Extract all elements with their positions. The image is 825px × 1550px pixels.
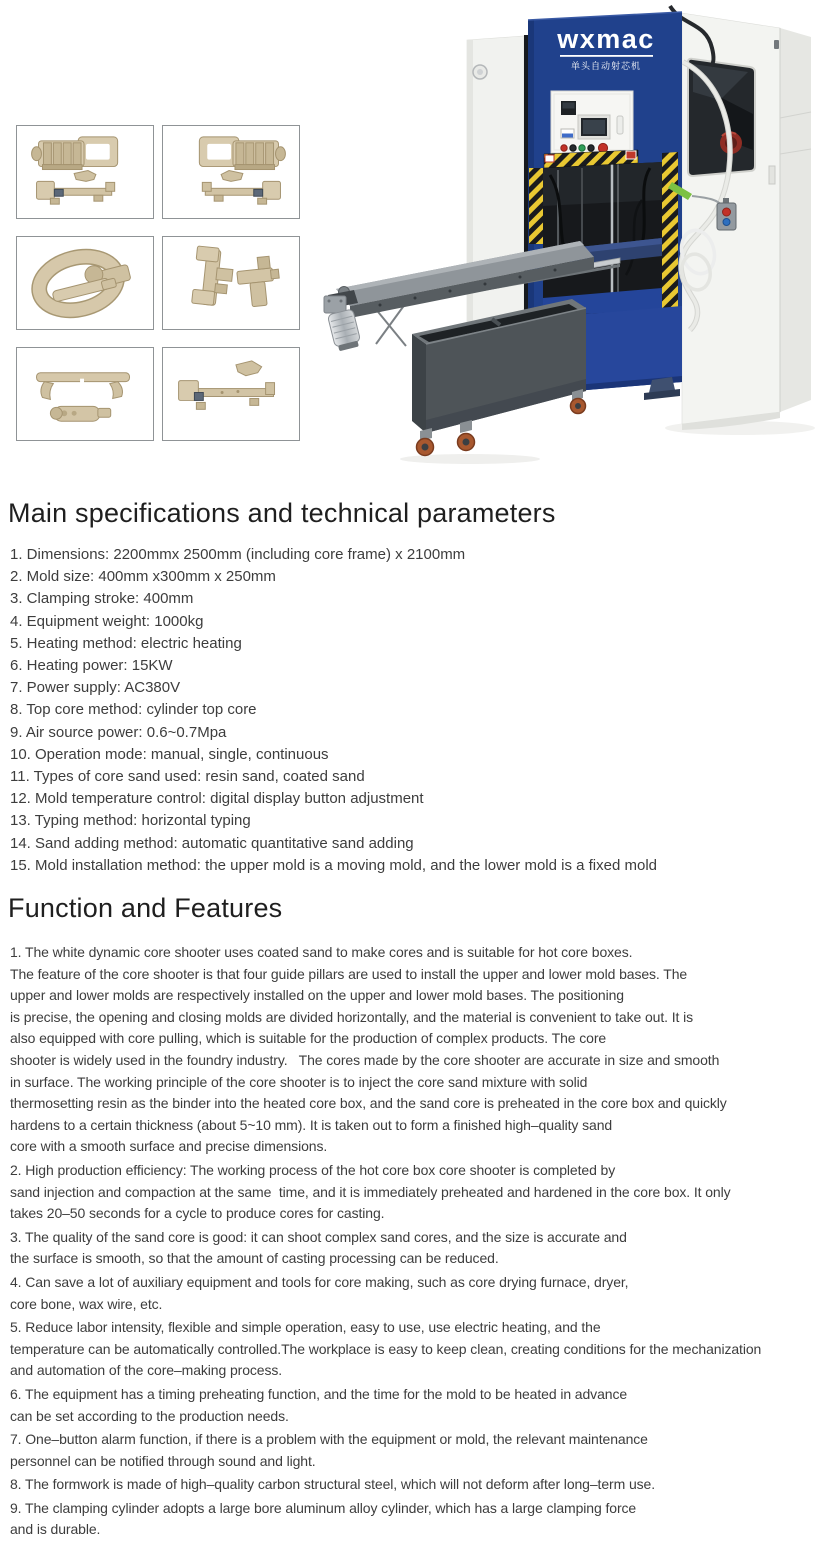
feature-paragraph (10, 1160, 825, 1225)
left-cabinet (467, 36, 524, 352)
brand-name: wxmac (557, 24, 655, 54)
feature-paragraph (10, 1474, 825, 1496)
control-panel (551, 91, 633, 153)
warning-sticker (545, 155, 554, 162)
cabinet-seam (524, 35, 528, 347)
text-line: 1. The white dynamic core shooter uses coated sand to make cores and is suitable for hot core boxes. (10, 944, 633, 961)
pendant-blue-button[interactable] (723, 219, 730, 226)
floor-shadow (400, 454, 540, 464)
text-line: upper and lower molds are respectively installed on the upper and lower mold bases. The positioning (10, 987, 624, 1004)
text-line: 8. The formwork is made of high–quality carbon structural steel, which will not deform after long–term use. (10, 1476, 656, 1493)
feature-paragraph (10, 1498, 825, 1541)
text-line: and is durable. (10, 1521, 101, 1538)
sand-core-sample-image-3 (16, 236, 154, 330)
text-line: 3. The quality of the sand core is good: it can shoot complex sand cores, and the size is accurate and (10, 1228, 627, 1245)
spec-item: 13. Typing method: horizontal typing (10, 812, 251, 830)
text-line: personnel can be notified through sound and light. (10, 1452, 316, 1469)
features-heading: Function and Features (8, 893, 283, 924)
text-line: core with a smooth surface and precise dimensions. (10, 1138, 328, 1155)
spec-item: 2. Mold size: 400mm x300mm x 250mm (10, 568, 276, 586)
features-list (10, 942, 825, 1541)
spec-item: 1. Dimensions: 2200mmx 2500mm (including core frame) x 2100mm (10, 546, 466, 563)
spec-item: 14. Sand adding method: automatic quantitative sand adding (10, 834, 414, 852)
spec-item: 3. Clamping stroke: 400mm (10, 590, 194, 608)
spec-item: 11. Types of core sand used: resin sand, coated sand (10, 768, 365, 786)
features-section (0, 891, 825, 1541)
text-line: 5. Reduce labor intensity, flexible and simple operation, easy to use, use electric heating, and the (10, 1319, 601, 1336)
sample-gallery (16, 125, 300, 441)
sand-core-illustration-3 (18, 238, 153, 329)
specifications-section (0, 496, 825, 877)
sand-core-illustration-2 (164, 127, 299, 218)
gearbox (324, 296, 346, 313)
green-button[interactable] (579, 145, 585, 151)
text-line: takes 20–50 seconds for a cycle to produce cores for casting. (10, 1205, 385, 1222)
text-line: the surface is smooth, so that the amount of casting processing can be reduced. (10, 1250, 499, 1267)
spec-item: 15. Mold installation method: the upper mold is a moving mold, and the lower mold is a fixed mold (10, 856, 657, 874)
text-line: and automation of the core–making process. (10, 1362, 283, 1379)
spec-item: 5. Heating method: electric heating (10, 634, 242, 652)
sand-core-illustration-5 (18, 349, 153, 440)
product-images-section (0, 0, 825, 480)
spec-item: 8. Top core method: cylinder top core (10, 701, 257, 719)
brand-logo (556, 24, 655, 71)
switch-slot[interactable] (617, 116, 623, 134)
brand-subtitle: 单头自动射芯机 (570, 61, 642, 71)
sand-core-illustration-1 (18, 127, 153, 218)
text-line: core bone, wax wire, etc. (10, 1295, 163, 1312)
text-line: 4. Can save a lot of auxiliary equipment and tools for core making, such as core drying furnace, dryer, (10, 1273, 629, 1290)
caster-wheel (458, 420, 475, 451)
hinge (774, 40, 779, 49)
caster-wheel (417, 428, 434, 456)
sand-core-illustration-6 (164, 349, 299, 440)
sand-core-sample-image-1 (16, 125, 154, 219)
machine-photo (320, 0, 825, 480)
spec-item: 6. Heating power: 15KW (10, 657, 173, 675)
text-line: thermosetting resin as the binder into the heated core box, and the sand core is preheated in the core box and quickly (10, 1095, 727, 1112)
text-line: 7. One–button alarm function, if there is a problem with the equipment or mold, the relevant maintenance (10, 1431, 648, 1448)
text-line: temperature can be automatically controlled.The workplace is easy to keep clean, creating conditions for the mechanization (10, 1340, 762, 1357)
bin-cart (412, 299, 586, 456)
sand-core-sample-image-5 (16, 347, 154, 441)
black-button[interactable] (588, 145, 594, 151)
pendant-red-button[interactable] (723, 208, 731, 216)
spec-item: 12. Mold temperature control: digital display button adjustment (10, 790, 424, 808)
feature-paragraph (10, 1272, 825, 1315)
sand-core-illustration-4 (164, 238, 299, 329)
black-button[interactable] (570, 145, 576, 151)
sand-core-sample-image-4 (162, 236, 300, 330)
core-shooter-machine-illustration (320, 0, 825, 480)
logo-divider (560, 55, 653, 57)
text-line: 9. The clamping cylinder adopts a large bore aluminum alloy cylinder, which has a large clamping force (10, 1499, 637, 1516)
mold-chamber (543, 162, 662, 316)
text-line: in surface. The working principle of the core shooter is to inject the core sand mixture with solid (10, 1073, 588, 1090)
feature-paragraph (10, 1429, 825, 1472)
red-button[interactable] (561, 145, 567, 151)
spec-item: 7. Power supply: AC380V (10, 679, 181, 697)
door-handle (769, 166, 775, 184)
feature-paragraph (10, 1384, 825, 1427)
text-line: can be set according to the production needs. (10, 1407, 289, 1424)
spec-item: 9. Air source power: 0.6~0.7Mpa (10, 723, 227, 741)
spec-item: 4. Equipment weight: 1000kg (10, 612, 204, 630)
conveyor-motor (324, 290, 362, 352)
text-line: 6. The equipment has a timing preheating function, and the time for the mold to be heated in advance (10, 1385, 628, 1402)
text-line: The feature of the core shooter is that four guide pillars are used to install the upper and lower mold bases. The (10, 965, 688, 982)
text-line: sand injection and compaction at the same time, and it is immediately preheated and hardened in the core box. It only (10, 1183, 731, 1200)
viewing-window (688, 59, 755, 176)
text-line: shooter is widely used in the foundry industry. The cores made by the core shooter are accurate in size and smooth (10, 1052, 720, 1069)
specs-list (10, 544, 825, 877)
text-line: also equipped with core pulling, which is suitable for the production of complex products. The core (10, 1030, 607, 1047)
warning-sticker (626, 151, 636, 159)
pendant-control (717, 198, 736, 230)
specs-heading: Main specifications and technical parameters (8, 498, 556, 528)
caster-wheel (571, 389, 586, 414)
feature-paragraph (10, 942, 825, 1158)
sand-core-sample-image-2 (162, 125, 300, 219)
text-line: is precise, the opening and closing molds are divided horizontally, and the material is convenient to take out. It is (10, 1008, 693, 1025)
spec-item: 10. Operation mode: manual, single, continuous (10, 745, 329, 763)
feature-paragraph (10, 1227, 825, 1270)
feature-paragraph (10, 1317, 825, 1382)
text-line: hardens to a certain thickness (about 5~10 mm). It is taken out to form a finished high–quality sand (10, 1116, 613, 1133)
text-line: 2. High production efficiency: The working process of the hot core box core shooter is completed by (10, 1161, 616, 1178)
sand-core-sample-image-6 (162, 347, 300, 441)
